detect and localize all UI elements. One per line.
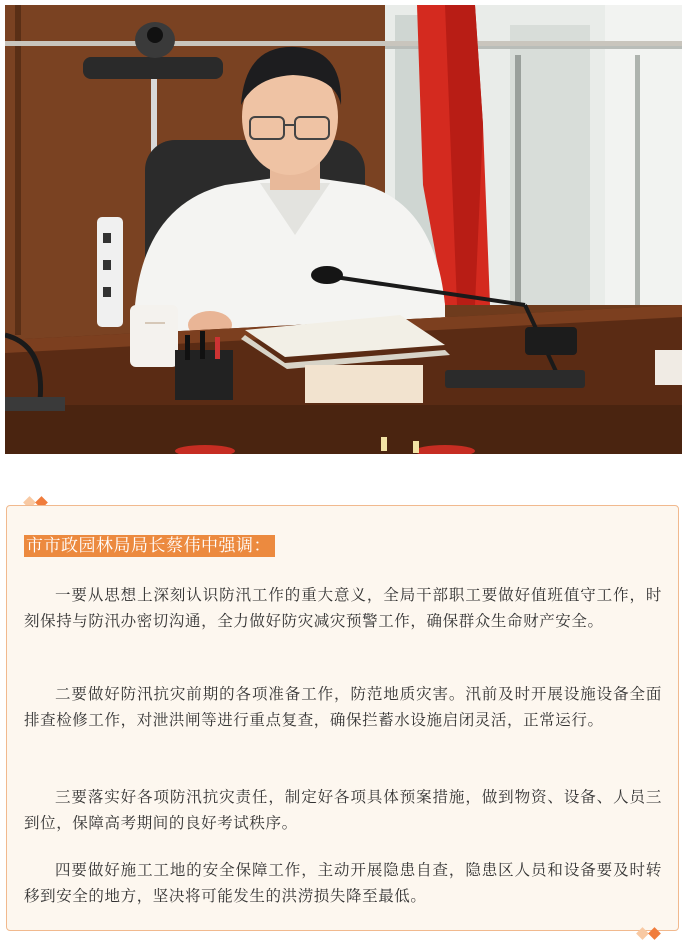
paragraph-3: 三要落实好各项防汛抗灾责任，制定好各项具体预案措施，做到物资、设备、人员三到位，保障高考期间的良好考试秩序。 (24, 788, 662, 832)
paragraph-1: 一要从思想上深刻认识防汛工作的重大意义，全局干部职工要做好值班值守工作，时刻保持与防汛办密切沟通，全力做好防灾减灾预警工作，确保群众生命财产安全。 (24, 586, 662, 630)
paragraph-4: 四要做好施工工地的安全保障工作，主动开展隐患自查，隐患区人员和设备要及时转移到安全的地方，坚决将可能发生的洪涝损失降至最低。 (24, 861, 662, 905)
paragraph-2: 二要做好防汛抗灾前期的各项准备工作，防范地质灾害。汛前及时开展设施设备全面排查检修工作，对泄洪闸等进行重点复查，确保拦蓄水设施启闭灵活，正常运行。 (24, 685, 662, 729)
meeting-photo (5, 5, 682, 454)
section-heading: 市市政园林局局长蔡伟中强调： (24, 535, 275, 557)
